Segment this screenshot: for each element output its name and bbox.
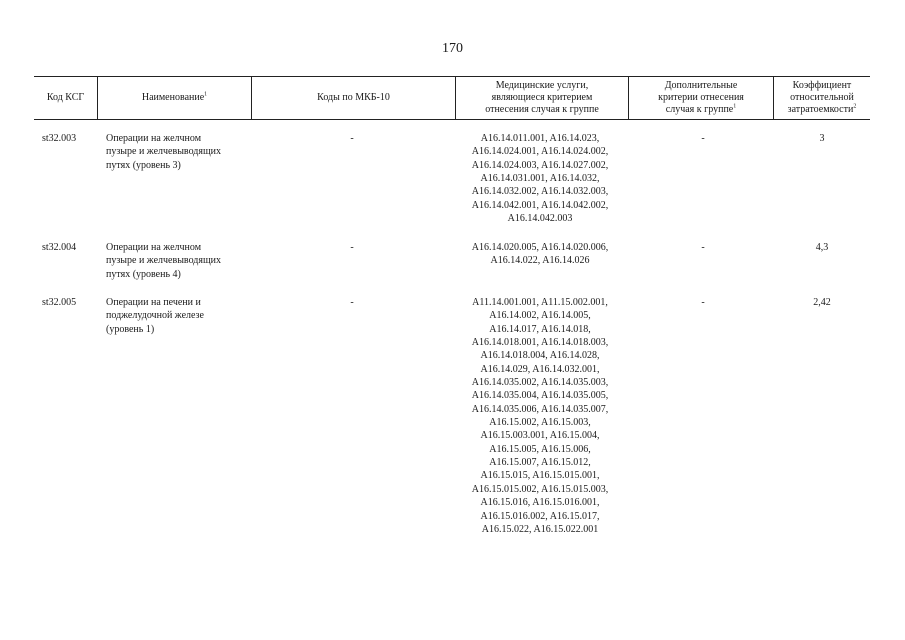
header-name: Наименование$^1$ [141,91,208,103]
row-additional: - [701,133,705,144]
row-coefficient: 4,3 [815,242,829,253]
row-services: A11.14.001.001, A11.15.002.001, A16.14.002, A16.14.005, A16.14.017, A16.14.018, A16.14.018.001, A16.14.018.003, A16.14.018.004, A16.14.028, A16.14.029, A16.14.032.001, A16.14.035.002, A16.14.035.003, A16.14.035.004, A16.14.035.005, A16.14.035.006, A16.14.035.007, A16.15.002, A16.15.003, A16.15.003.001, A16.15.004, A16.15.005, A16.15.006, A16.15.007, A16.15.012, A16.15.015, A16.15.015.001, A16.15.015.002, A16.15.015.003, A16.15.016, A16.15.016.001, A16.15.016.002, A16.15.017, A16.15.022, A16.15.022.001 [471,297,609,535]
row-additional: - [701,297,705,308]
header-code: Код КСГ [46,91,85,103]
row-name: Операции на желчном пузыре и желчевыводящих путях (уровень 3) [106,133,222,171]
header-mkb: Коды по МКБ-10 [317,91,390,103]
row-code: st32.004 [42,242,77,253]
row-name: Операции на желчном пузыре и желчевыводящих путях (уровень 4) [106,242,222,280]
row-mkb: - [350,297,354,308]
row-code: st32.005 [42,297,77,308]
header-additional: Дополнительные критерии отнесения случая к группе$^1$ [658,79,744,115]
row-coefficient: 3 [819,133,825,144]
row-mkb: - [350,133,354,144]
row-coefficient: 2,42 [813,297,831,308]
row-services: A16.14.020.005, A16.14.020.006, A16.14.022, A16.14.026 [471,242,609,267]
row-name: Операции на печени и поджелудочной железе (уровень 1) [106,297,204,335]
row-additional: - [701,242,705,253]
row-mkb: - [350,242,354,253]
header-bottom-rule [34,119,870,120]
page-number: 170 [442,41,463,56]
header-coefficient: Коэффициент относительной затратоемкости$^2$ [787,79,857,115]
header-services: Медицинские услуги, являющиеся критерием отнесения случая к группе [485,79,599,115]
row-services: A16.14.011.001, A16.14.023, A16.14.024.001, A16.14.024.002, A16.14.024.003, A16.14.027.002, A16.14.031.001, A16.14.032, A16.14.032.002, A16.14.032.003, A16.14.042.001, A16.14.042.002, A16.14.042.003 [471,133,609,225]
row-code: st32.003 [42,133,77,144]
